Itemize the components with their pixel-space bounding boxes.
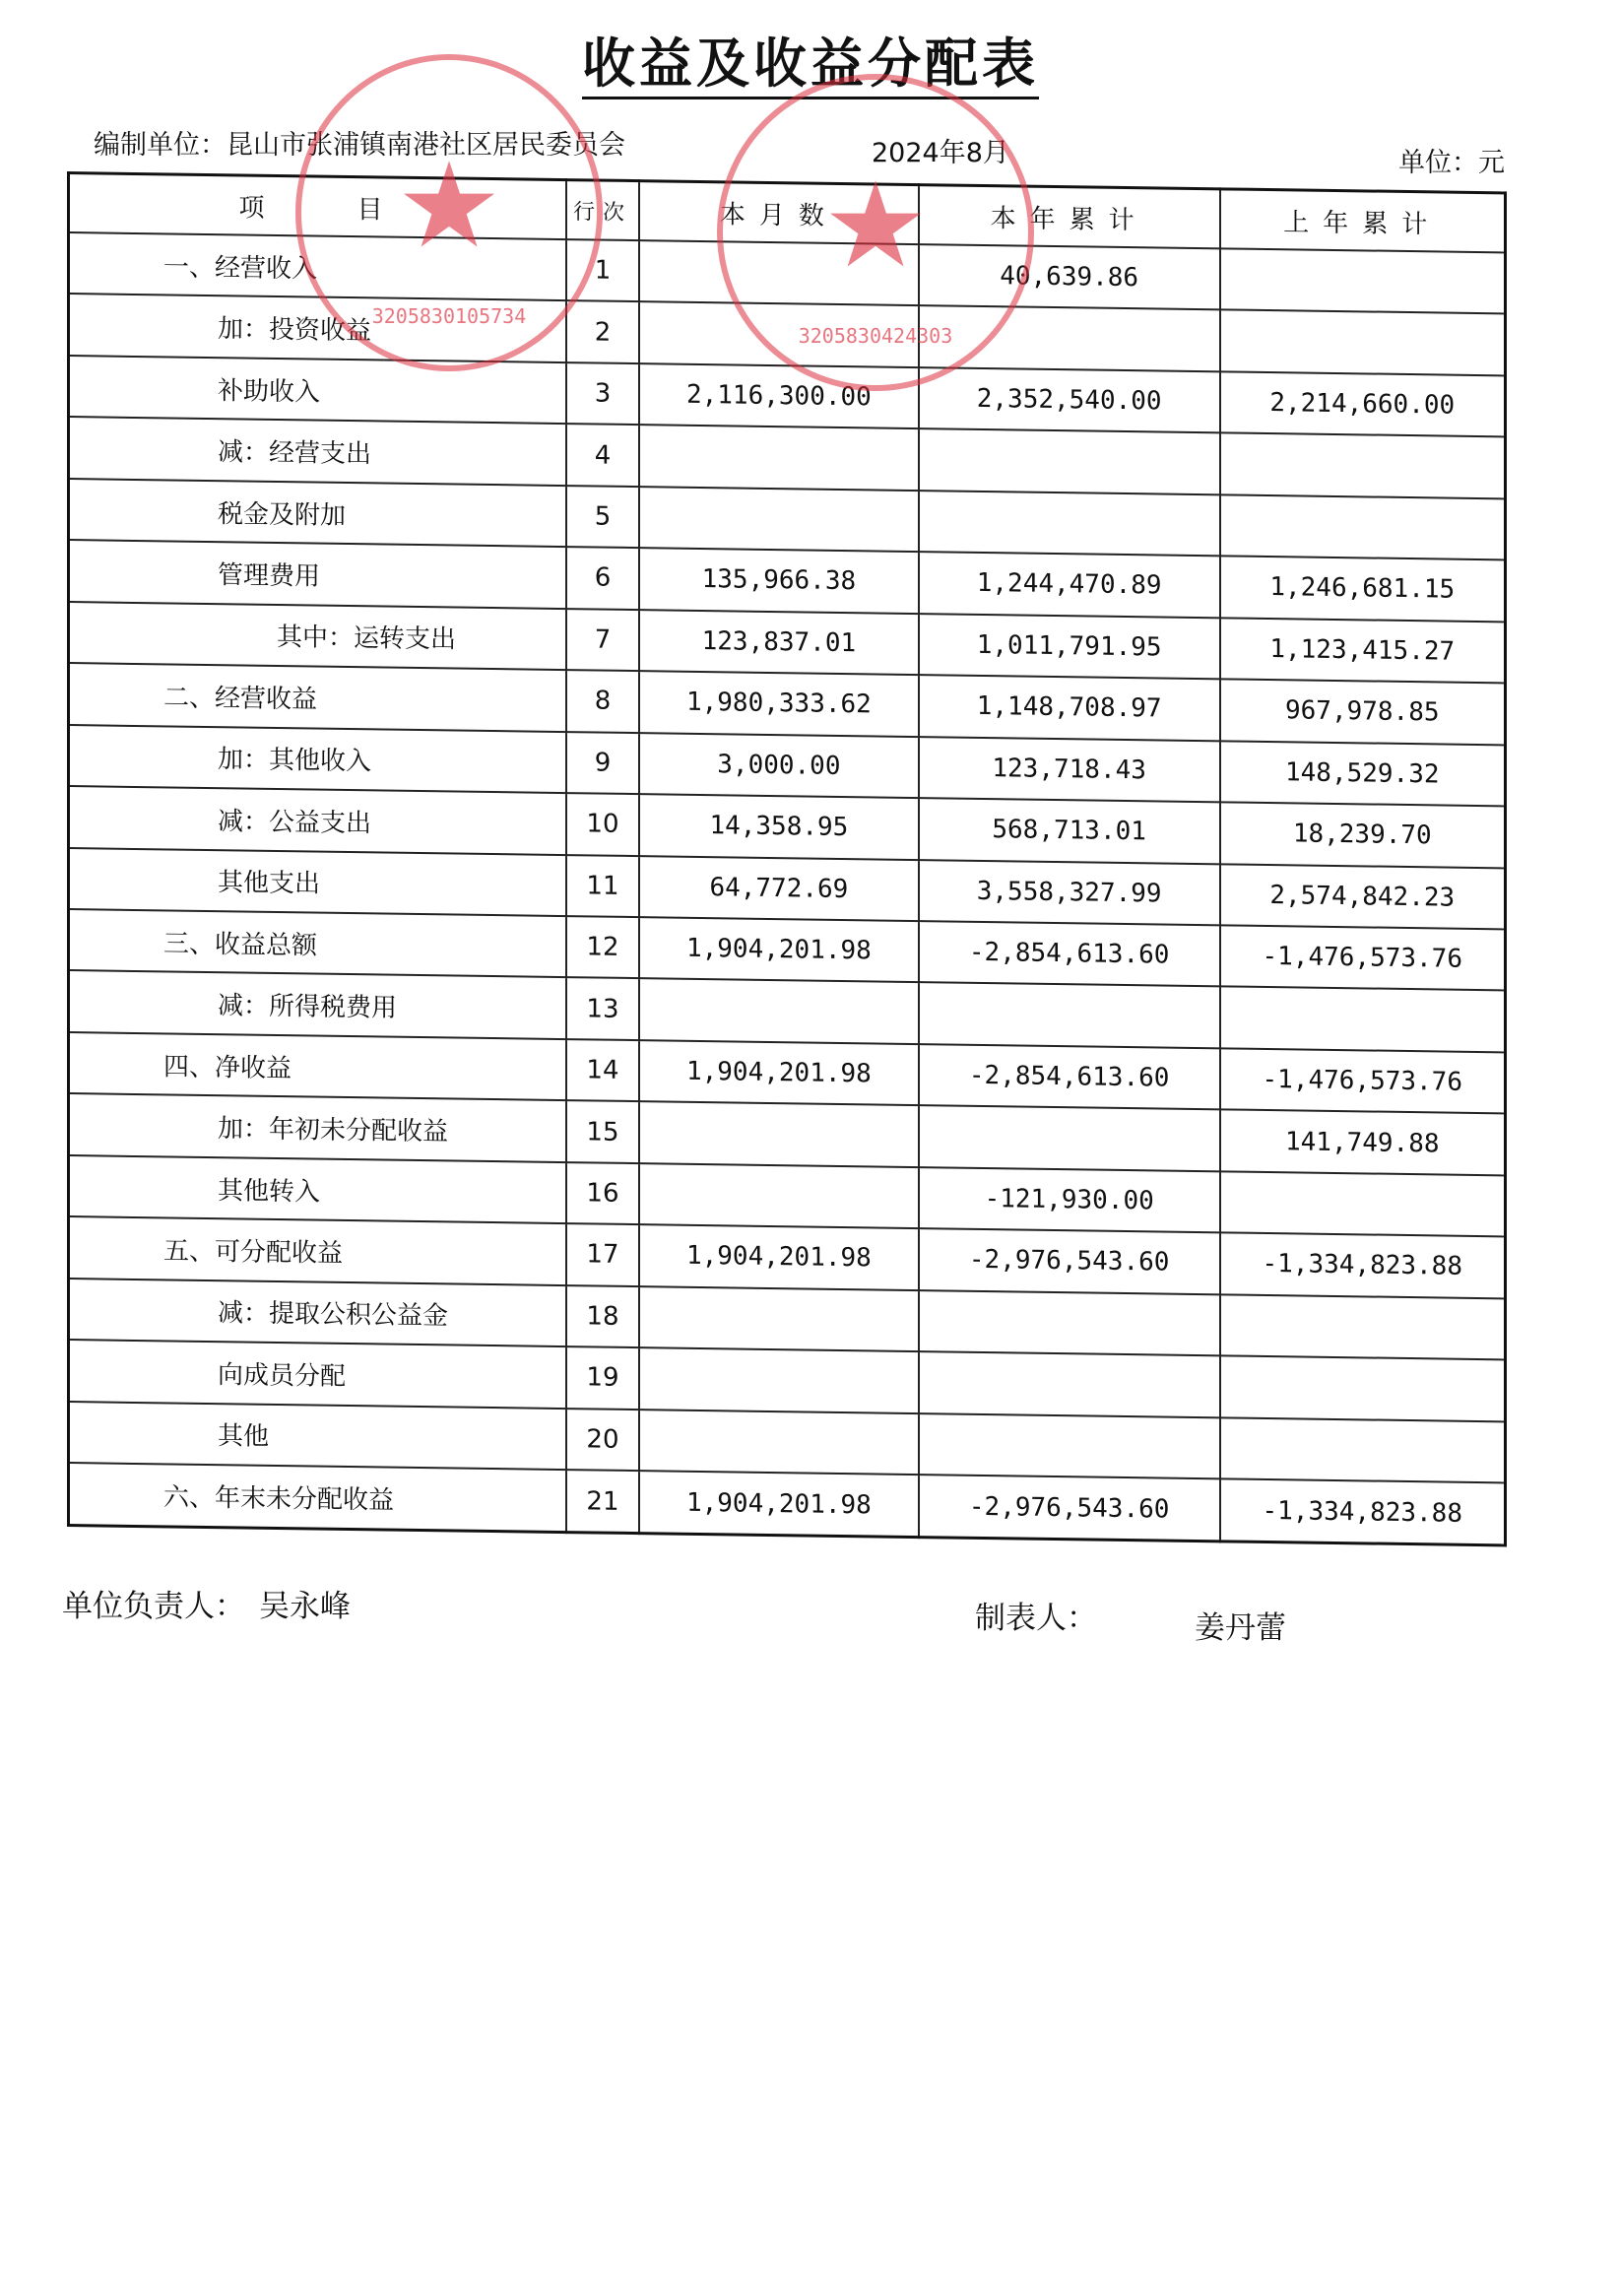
row-prior-year-value: 2,214,660.00 — [1220, 371, 1506, 437]
row-item-label: 六、年末未分配收益 — [69, 1463, 566, 1532]
row-month-value — [639, 1347, 919, 1412]
row-month-value: 2,116,300.00 — [639, 363, 919, 428]
row-item-label: 其中：运转支出 — [69, 602, 566, 671]
row-ytd-value: 1,011,791.95 — [919, 614, 1220, 680]
row-month-value — [639, 240, 919, 305]
row-month-value — [639, 1101, 919, 1166]
seal-star-icon: ★ — [396, 138, 502, 275]
preparer-name: 姜丹蕾 — [1195, 1610, 1286, 1646]
responsible-person-name: 吴永峰 — [259, 1589, 351, 1624]
row-line-number: 8 — [566, 670, 639, 732]
row-month-value: 14,358.95 — [639, 794, 919, 859]
row-item-label: 税金及附加 — [69, 479, 566, 548]
row-month-value — [639, 425, 919, 490]
row-ytd-value — [919, 491, 1220, 557]
row-line-number: 20 — [566, 1409, 639, 1471]
row-prior-year-value: 1,123,415.27 — [1220, 618, 1506, 684]
row-item-label: 三、收益总额 — [69, 909, 566, 978]
row-prior-year-value — [1220, 987, 1506, 1053]
row-prior-year-value: -1,334,823.88 — [1220, 1233, 1506, 1299]
header-prior-year: 上年累计 — [1220, 189, 1506, 253]
row-item-label: 减：提取公积公益金 — [69, 1279, 566, 1347]
report-period: 2024年8月 — [872, 138, 1009, 168]
row-month-value: 1,980,333.62 — [639, 671, 919, 736]
row-item-label: 其他 — [69, 1402, 566, 1471]
row-line-number: 7 — [566, 609, 639, 671]
header-item: 项 目 — [69, 173, 566, 240]
row-line-number: 18 — [566, 1285, 639, 1347]
row-month-value: 1,904,201.98 — [639, 1040, 919, 1105]
row-prior-year-value — [1220, 1417, 1506, 1483]
row-line-number: 9 — [566, 732, 639, 794]
row-month-value: 1,904,201.98 — [639, 917, 919, 982]
income-distribution-table — [67, 171, 1507, 1546]
row-prior-year-value — [1220, 1171, 1506, 1237]
header-month: 本月数 — [639, 181, 919, 244]
row-item-label: 向成员分配 — [69, 1340, 566, 1409]
row-prior-year-value: 148,529.32 — [1220, 741, 1506, 807]
preparer-label: 制表人： — [975, 1601, 1097, 1636]
row-line-number: 12 — [566, 916, 639, 978]
row-prior-year-value: 1,246,681.15 — [1220, 557, 1506, 623]
row-month-value: 3,000.00 — [639, 733, 919, 798]
row-month-value: 123,837.01 — [639, 610, 919, 675]
row-ytd-value: -121,930.00 — [919, 1167, 1220, 1233]
row-month-value — [639, 1163, 919, 1228]
row-item-label: 四、净收益 — [69, 1032, 566, 1101]
row-line-number: 4 — [566, 424, 639, 486]
row-ytd-value — [919, 428, 1220, 494]
row-prior-year-value — [1220, 248, 1506, 314]
document-title: 收益及收益分配表 — [0, 22, 1621, 98]
row-prior-year-value — [1220, 310, 1506, 376]
row-item-label: 其他支出 — [69, 848, 566, 917]
row-ytd-value: 2,352,540.00 — [919, 367, 1220, 433]
header-line-no: 行次 — [566, 180, 639, 241]
row-month-value — [639, 1410, 919, 1475]
seal-code: 3205830105734 — [371, 304, 527, 328]
row-ytd-value: -2,854,613.60 — [919, 921, 1220, 987]
row-prior-year-value: 967,978.85 — [1220, 680, 1506, 746]
row-ytd-value — [919, 306, 1220, 372]
row-ytd-value: 123,718.43 — [919, 737, 1220, 803]
row-prior-year-value: 18,239.70 — [1220, 802, 1506, 868]
row-prior-year-value — [1220, 494, 1506, 560]
row-ytd-value — [919, 983, 1220, 1049]
row-ytd-value: -2,976,543.60 — [919, 1228, 1220, 1294]
row-prior-year-value — [1220, 1294, 1506, 1360]
row-item-label: 减：所得税费用 — [69, 970, 566, 1039]
row-ytd-value — [919, 1351, 1220, 1417]
row-month-value: 135,966.38 — [639, 548, 919, 613]
row-month-value — [639, 1286, 919, 1351]
row-month-value: 1,904,201.98 — [639, 1471, 919, 1537]
row-line-number: 6 — [566, 547, 639, 609]
row-prior-year-value: -1,476,573.76 — [1220, 925, 1506, 991]
row-line-number: 16 — [566, 1162, 639, 1224]
row-ytd-value: -2,976,543.60 — [919, 1475, 1220, 1542]
row-item-label: 其他转入 — [69, 1155, 566, 1224]
row-ytd-value: 40,639.86 — [919, 244, 1220, 310]
row-item-label: 五、可分配收益 — [69, 1216, 566, 1285]
row-item-label: 加：投资收益 — [69, 294, 566, 362]
row-prior-year-value — [1220, 1356, 1506, 1422]
row-item-label: 加：其他收入 — [69, 725, 566, 794]
row-line-number: 11 — [566, 855, 639, 917]
row-ytd-value: -2,854,613.60 — [919, 1044, 1220, 1110]
row-item-label: 管理费用 — [69, 540, 566, 609]
row-prior-year-value: -1,334,823.88 — [1220, 1478, 1506, 1544]
responsible-person-label: 单位负责人： — [62, 1589, 245, 1624]
row-item-label: 减：公益支出 — [69, 786, 566, 855]
row-line-number: 15 — [566, 1100, 639, 1162]
row-item-label: 补助收入 — [69, 356, 566, 425]
row-line-number: 17 — [566, 1223, 639, 1285]
row-ytd-value: 1,148,708.97 — [919, 675, 1220, 741]
row-month-value — [639, 487, 919, 552]
row-item-label: 二、经营收益 — [69, 663, 566, 732]
row-item-label: 加：年初未分配收益 — [69, 1093, 566, 1162]
row-month-value: 1,904,201.98 — [639, 1224, 919, 1289]
row-line-number: 21 — [566, 1470, 639, 1533]
seal-code: 3205830424303 — [798, 324, 953, 348]
row-ytd-value — [919, 1413, 1220, 1479]
row-line-number: 2 — [566, 301, 639, 363]
row-ytd-value — [919, 1105, 1220, 1171]
row-prior-year-value — [1220, 433, 1506, 499]
row-line-number: 14 — [566, 1039, 639, 1101]
compiling-unit: 编制单位：昆山市张浦镇南港社区居民委员会 — [94, 130, 625, 161]
row-ytd-value: 1,244,470.89 — [919, 552, 1220, 618]
currency-unit: 单位：元 — [1398, 148, 1505, 178]
row-month-value — [639, 979, 919, 1044]
row-ytd-value: 3,558,327.99 — [919, 860, 1220, 926]
row-prior-year-value: 141,749.88 — [1220, 1110, 1506, 1176]
header-ytd: 本年累计 — [919, 185, 1220, 249]
row-line-number: 5 — [566, 486, 639, 548]
row-item-label: 一、经营收入 — [69, 232, 566, 301]
row-ytd-value — [919, 1290, 1220, 1356]
row-line-number: 19 — [566, 1346, 639, 1409]
row-line-number: 10 — [566, 793, 639, 855]
row-ytd-value: 568,713.01 — [919, 798, 1220, 864]
row-line-number: 13 — [566, 978, 639, 1040]
seal-star-icon: ★ — [822, 158, 929, 295]
row-month-value — [639, 302, 919, 367]
row-item-label: 减：经营支出 — [69, 417, 566, 486]
row-line-number: 1 — [566, 239, 639, 301]
row-line-number: 3 — [566, 362, 639, 425]
row-prior-year-value: 2,574,842.23 — [1220, 864, 1506, 930]
row-month-value: 64,772.69 — [639, 856, 919, 921]
row-prior-year-value: -1,476,573.76 — [1220, 1048, 1506, 1114]
